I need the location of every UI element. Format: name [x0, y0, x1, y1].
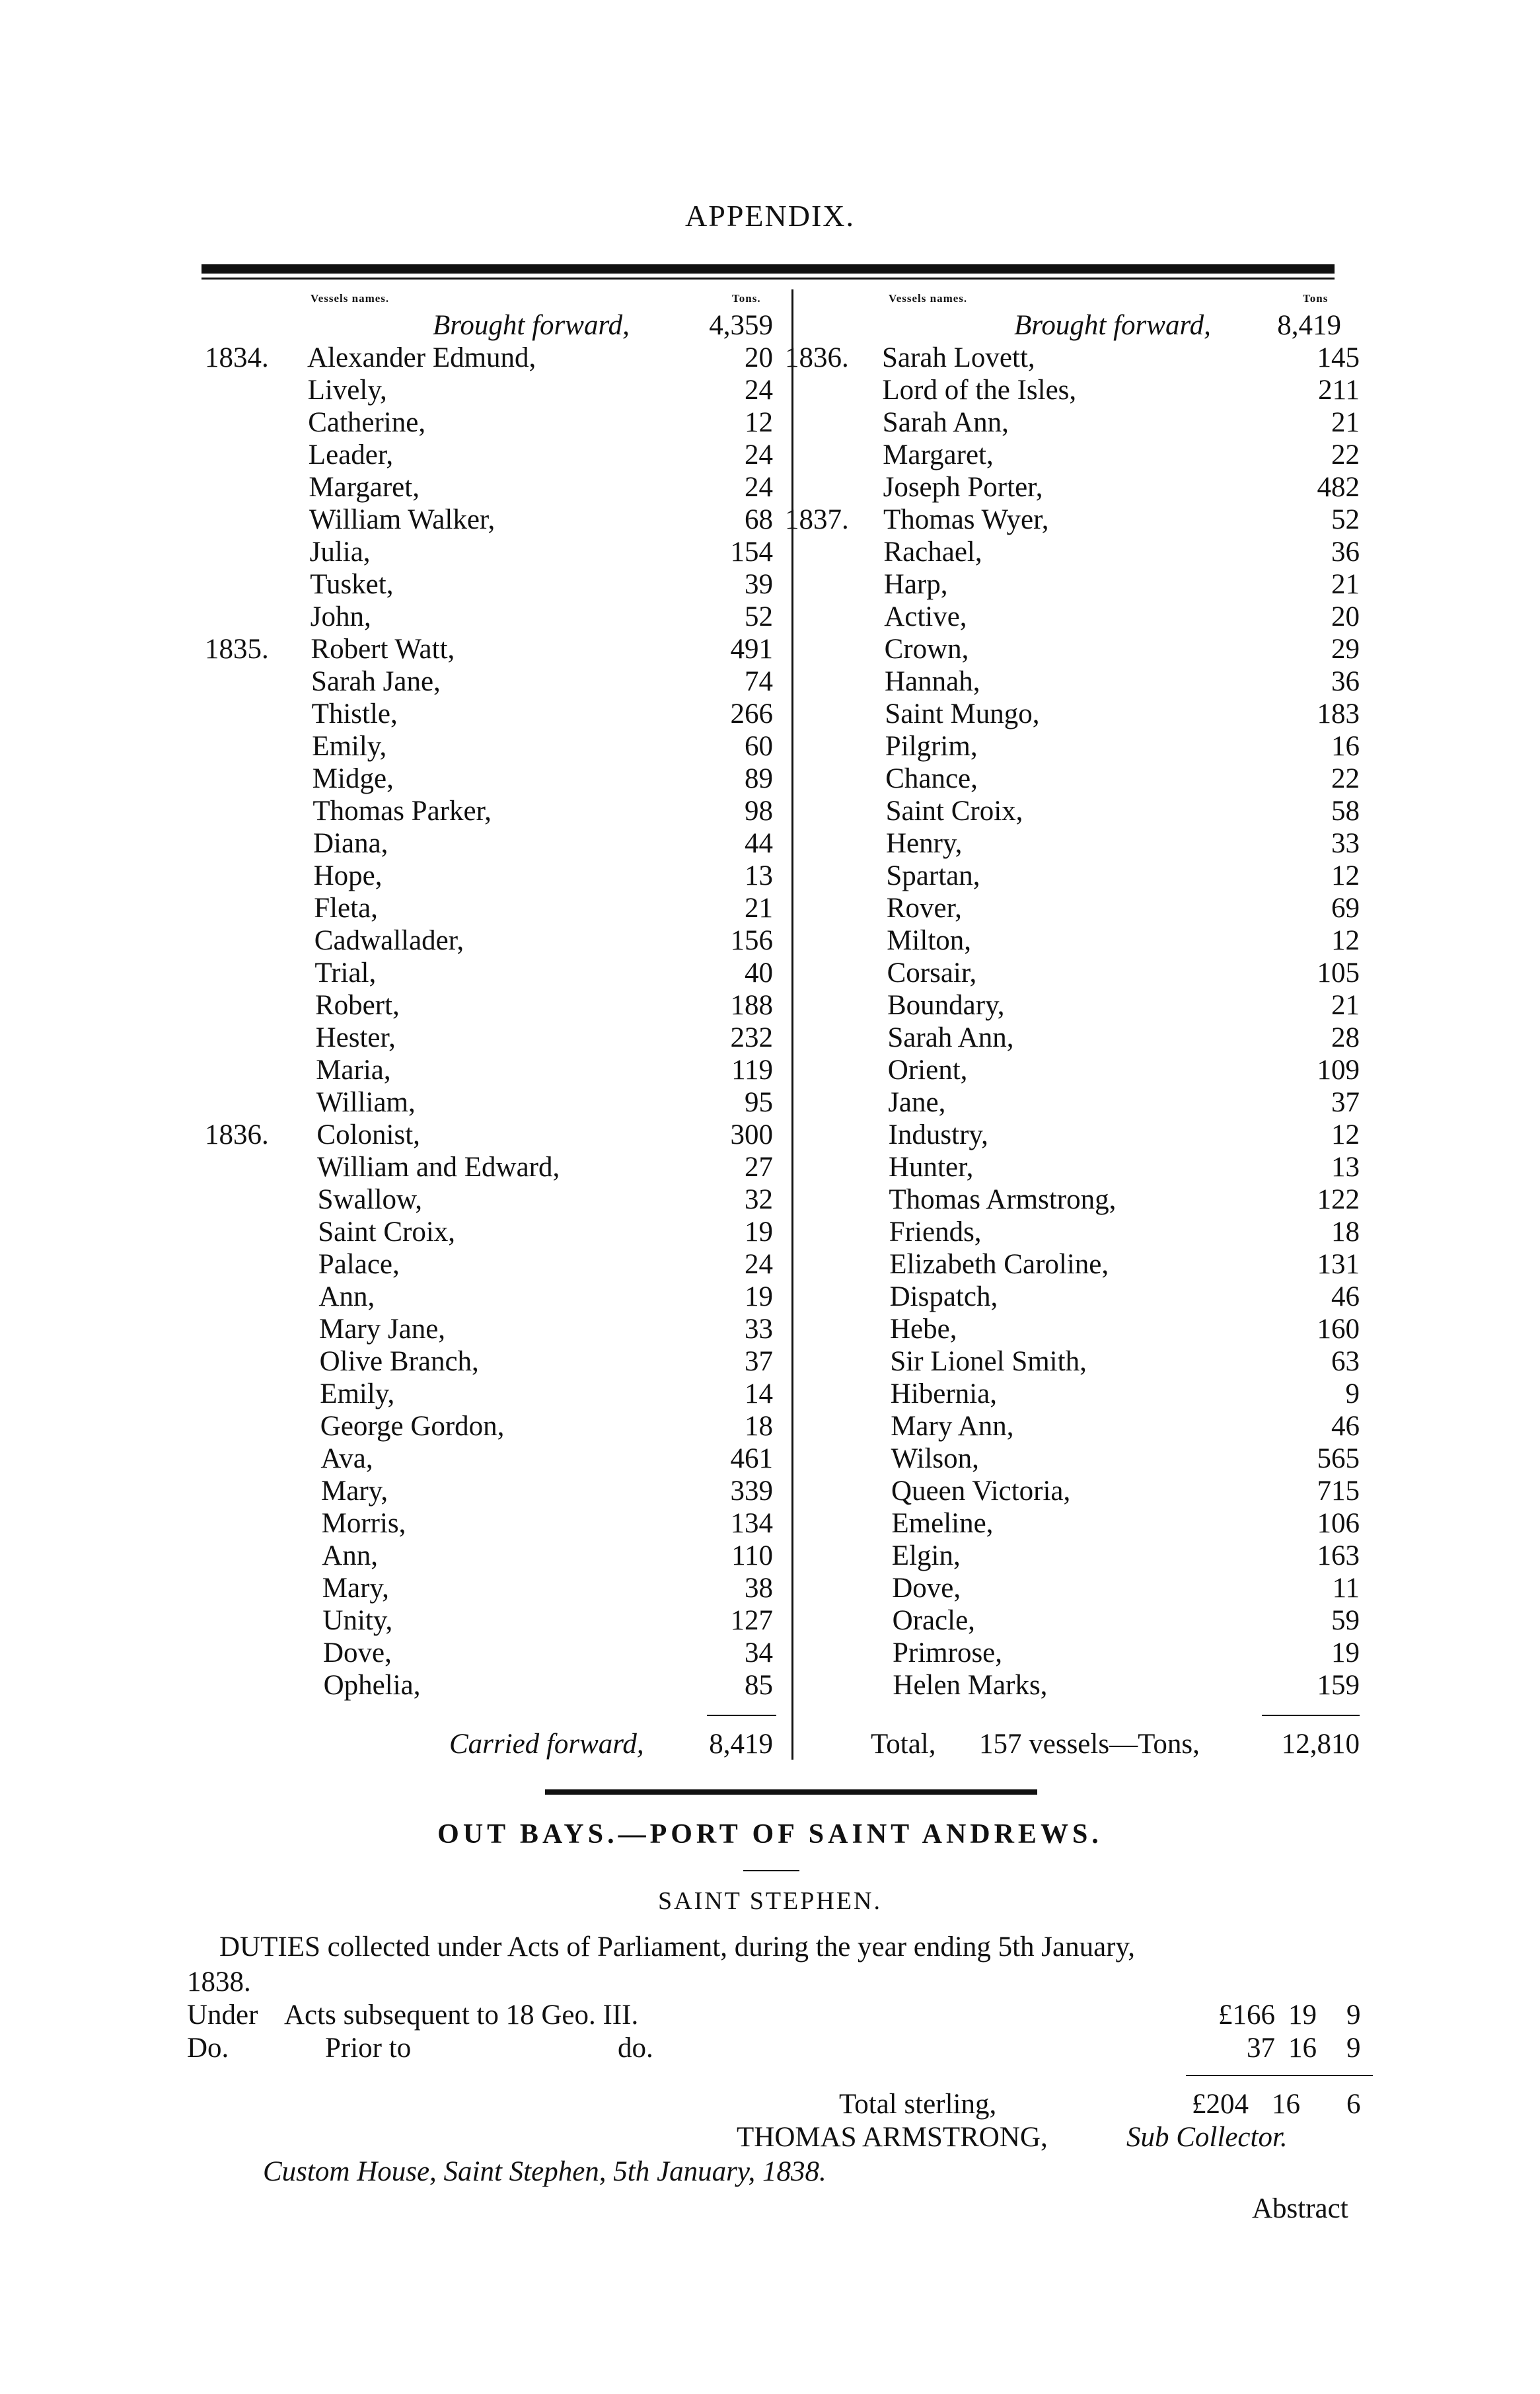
- vessel-name: Saint Mungo,: [885, 698, 1040, 729]
- vessel-tons: 63: [1331, 1346, 1360, 1377]
- sterling-sum-rule: [1186, 2075, 1373, 2076]
- vessel-tons: 12: [1331, 925, 1360, 956]
- vessel-name: Pilgrim,: [885, 731, 978, 762]
- vessel-name: Dispatch,: [889, 1281, 998, 1312]
- do-prefix: Do.: [187, 2033, 229, 2064]
- vessel-tons: 266: [730, 698, 773, 729]
- vessel-name: Thomas Parker,: [312, 796, 492, 827]
- vessel-name: William Walker,: [309, 504, 495, 535]
- vessel-name: Hope,: [313, 860, 383, 891]
- vessel-tons: 19: [745, 1281, 773, 1312]
- vessel-name: Emily,: [312, 731, 387, 762]
- vessel-name: Hester,: [315, 1022, 396, 1053]
- vessel-tons: 20: [1331, 601, 1360, 632]
- vessel-tons: 34: [745, 1637, 773, 1668]
- vessel-tons: 134: [730, 1508, 773, 1539]
- vessel-tons: 24: [745, 1249, 773, 1280]
- vessel-tons: 74: [745, 666, 773, 697]
- vessel-name: William and Edward,: [317, 1152, 560, 1183]
- vessel-name: Harp,: [883, 569, 948, 600]
- vessel-tons: 22: [1331, 763, 1360, 794]
- vessel-tons: 46: [1331, 1411, 1360, 1442]
- vessel-tons: 11: [1332, 1573, 1360, 1604]
- left-sum-rule: [707, 1715, 776, 1716]
- vessel-tons: 12: [745, 407, 773, 438]
- vessel-tons: 44: [745, 828, 773, 859]
- vessel-name: Thomas Wyer,: [883, 504, 1049, 535]
- vessel-tons: 145: [1317, 342, 1360, 373]
- right-total-value: 12,810: [1281, 1729, 1360, 1760]
- right-brought-forward-label: Brought forward,: [1014, 310, 1211, 341]
- vessel-tons: 52: [745, 601, 773, 632]
- vessel-tons: 119: [731, 1055, 773, 1086]
- row-year: 1836.: [205, 1119, 269, 1150]
- vessel-name: Saint Croix,: [318, 1216, 456, 1248]
- vessel-tons: 39: [745, 569, 773, 600]
- vessel-name: Catherine,: [308, 407, 426, 438]
- vessel-tons: 89: [745, 763, 773, 794]
- right-brought-forward-value: 8,419: [1277, 310, 1341, 341]
- vessel-name: Midge,: [312, 763, 394, 794]
- vessel-name: Trial,: [314, 957, 377, 989]
- title-short-rule: [743, 1870, 799, 1871]
- vessel-name: Alexander Edmund,: [307, 342, 536, 373]
- vessel-tons: 154: [730, 537, 773, 568]
- vessel-tons: 19: [1331, 1637, 1360, 1668]
- vessel-tons: 188: [730, 990, 773, 1021]
- vessel-name: Joseph Porter,: [883, 472, 1043, 503]
- vessel-name: Queen Victoria,: [891, 1476, 1071, 1507]
- vessel-tons: 211: [1318, 375, 1360, 406]
- vessel-name: Industry,: [888, 1119, 988, 1150]
- vessel-name: Mary,: [322, 1573, 389, 1604]
- vessel-name: Hunter,: [889, 1152, 974, 1183]
- vessel-name: John,: [310, 601, 371, 632]
- total-sterling-pence: 6: [1346, 2089, 1361, 2120]
- vessel-name: Sarah Lovett,: [882, 342, 1035, 373]
- vessel-name: Emeline,: [891, 1508, 994, 1539]
- vessel-name: Rachael,: [883, 537, 982, 568]
- duties-intro-line2: 1838.: [187, 1966, 251, 1998]
- vessel-tons: 85: [745, 1670, 773, 1701]
- vessel-tons: 24: [745, 472, 773, 503]
- vessel-name: Boundary,: [887, 990, 1005, 1021]
- under-shillings: 19: [1288, 2000, 1317, 2031]
- vessel-tons: 46: [1331, 1281, 1360, 1312]
- vessel-name: Friends,: [889, 1216, 982, 1248]
- vessel-tons: 110: [731, 1540, 773, 1571]
- vessel-name: Ava,: [320, 1443, 373, 1474]
- vessel-name: Mary,: [321, 1476, 388, 1507]
- vessel-name: Robert Watt,: [311, 634, 455, 665]
- vessel-name: Wilson,: [891, 1443, 979, 1474]
- vessel-name: Maria,: [316, 1055, 391, 1086]
- row-year: 1834.: [205, 342, 269, 373]
- prior-pence: 9: [1346, 2033, 1361, 2064]
- out-bays-title: OUT BAYS.—PORT OF SAINT ANDREWS.: [437, 1819, 1103, 1850]
- vessel-tons: 37: [745, 1346, 773, 1377]
- vessel-name: Hebe,: [890, 1314, 957, 1345]
- vessel-tons: 14: [745, 1378, 773, 1409]
- vessel-name: Morris,: [321, 1508, 406, 1539]
- vessel-tons: 160: [1317, 1314, 1360, 1345]
- vessel-tons: 16: [1331, 731, 1360, 762]
- vessel-name: Thistle,: [311, 698, 398, 729]
- prior-shillings: 16: [1288, 2033, 1317, 2064]
- vessel-name: Sarah Ann,: [882, 407, 1009, 438]
- vessel-tons: 32: [745, 1184, 773, 1215]
- vessel-tons: 106: [1317, 1508, 1360, 1539]
- vessel-name: Cadwallader,: [314, 925, 464, 956]
- vessel-tons: 21: [745, 893, 773, 924]
- vessel-name: Ann,: [318, 1281, 375, 1312]
- vessel-name: Orient,: [887, 1055, 968, 1086]
- location-date: Custom House, Saint Stephen, 5th January, 1838.: [263, 2156, 826, 2187]
- vessel-tons: 105: [1317, 957, 1360, 989]
- vessel-name: Spartan,: [886, 860, 980, 891]
- vessel-tons: 59: [1331, 1605, 1360, 1636]
- vessel-tons: 156: [730, 925, 773, 956]
- vessel-tons: 482: [1317, 472, 1360, 503]
- vessel-tons: 109: [1317, 1055, 1360, 1086]
- vessel-tons: 95: [745, 1087, 773, 1118]
- left-carried-forward-value: 8,419: [709, 1729, 773, 1760]
- vessel-tons: 33: [745, 1314, 773, 1345]
- vessel-name: Colonist,: [316, 1119, 420, 1150]
- vessel-name: Henry,: [886, 828, 963, 859]
- total-sterling-label: Total sterling,: [839, 2089, 997, 2120]
- vessel-name: Palace,: [318, 1249, 400, 1280]
- vessel-tons: 715: [1317, 1476, 1360, 1507]
- vessel-tons: 38: [745, 1573, 773, 1604]
- vessel-tons: 27: [745, 1152, 773, 1183]
- right-total-label: Total,: [871, 1729, 936, 1760]
- vessel-tons: 29: [1331, 634, 1360, 665]
- vessel-tons: 24: [745, 375, 773, 406]
- section-rule: [545, 1789, 1037, 1795]
- vessel-tons: 68: [745, 504, 773, 535]
- vessel-name: Emily,: [320, 1378, 395, 1409]
- vessel-name: Hibernia,: [890, 1378, 997, 1409]
- collector-title: Sub Collector.: [1126, 2122, 1288, 2153]
- vessel-tons: 21: [1331, 569, 1360, 600]
- left-col-header-name: Vessels names.: [311, 292, 390, 305]
- vessel-tons: 98: [745, 796, 773, 827]
- vessel-tons: 24: [745, 439, 773, 470]
- vessel-name: Sarah Jane,: [311, 666, 441, 697]
- vessel-name: Jane,: [888, 1087, 946, 1118]
- vessel-tons: 13: [1331, 1152, 1360, 1183]
- vessel-tons: 13: [745, 860, 773, 891]
- vessel-name: Active,: [884, 601, 967, 632]
- vessel-tons: 127: [730, 1605, 773, 1636]
- vessel-name: Corsair,: [887, 957, 977, 989]
- vessel-tons: 565: [1317, 1443, 1360, 1474]
- header-rule-thin: [202, 278, 1335, 280]
- vessel-name: Helen Marks,: [893, 1670, 1048, 1701]
- vessel-name: George Gordon,: [320, 1411, 505, 1442]
- vessel-name: Robert,: [315, 990, 400, 1021]
- vessel-name: Elgin,: [891, 1540, 961, 1571]
- total-sterling-shillings: 16: [1272, 2089, 1300, 2120]
- vessel-name: Lively,: [307, 375, 387, 406]
- duties-intro-line1: DUTIES collected under Acts of Parliament, during the year ending 5th January,: [219, 1931, 1135, 1963]
- vessel-tons: 28: [1331, 1022, 1360, 1053]
- vessel-tons: 163: [1317, 1540, 1360, 1571]
- vessel-name: Primrose,: [893, 1637, 1003, 1668]
- vessel-name: Oracle,: [892, 1605, 975, 1636]
- catchword: Abstract: [1252, 2193, 1348, 2224]
- vessel-name: Rover,: [886, 893, 962, 924]
- vessel-tons: 37: [1331, 1087, 1360, 1118]
- vessel-tons: 58: [1331, 796, 1360, 827]
- vessel-name: Sarah Ann,: [887, 1022, 1014, 1053]
- vessel-tons: 36: [1331, 666, 1360, 697]
- vessel-name: Mary Jane,: [319, 1314, 446, 1345]
- vessel-name: Unity,: [322, 1605, 393, 1636]
- vessel-tons: 159: [1317, 1670, 1360, 1701]
- under-pence: 9: [1346, 2000, 1361, 2031]
- vessel-name: Crown,: [884, 634, 969, 665]
- vessel-tons: 21: [1331, 990, 1360, 1021]
- vessel-name: Mary Ann,: [891, 1411, 1014, 1442]
- vessel-tons: 36: [1331, 537, 1360, 568]
- vessel-tons: 52: [1331, 504, 1360, 535]
- vessel-name: Margaret,: [309, 472, 420, 503]
- vessel-name: Lord of the Isles,: [882, 375, 1077, 406]
- vessel-tons: 18: [1331, 1216, 1360, 1248]
- vessel-name: Dove,: [323, 1637, 392, 1668]
- under-pounds: £166: [1218, 2000, 1275, 2031]
- vessel-name: Tusket,: [310, 569, 394, 600]
- vessel-tons: 183: [1317, 698, 1360, 729]
- prior-pounds: 37: [1247, 2033, 1275, 2064]
- vessel-tons: 300: [730, 1119, 773, 1150]
- vessel-tons: 491: [730, 634, 773, 665]
- left-carried-forward-label: Carried forward,: [449, 1729, 644, 1760]
- row-year: 1836.: [785, 342, 849, 373]
- vessel-tons: 69: [1331, 893, 1360, 924]
- vessel-tons: 9: [1345, 1378, 1360, 1409]
- collector-name: THOMAS ARMSTRONG,: [737, 2122, 1048, 2153]
- vessel-tons: 232: [730, 1022, 773, 1053]
- header-rule-thick: [202, 264, 1335, 274]
- vessel-tons: 12: [1331, 860, 1360, 891]
- saint-stephen-subtitle: SAINT STEPHEN.: [658, 1887, 882, 1915]
- vessel-tons: 21: [1331, 407, 1360, 438]
- right-sum-rule: [1262, 1715, 1360, 1716]
- vessel-name: Olive Branch,: [319, 1346, 479, 1377]
- vessel-tons: 40: [745, 957, 773, 989]
- vessel-tons: 22: [1331, 439, 1360, 470]
- vessel-name: Milton,: [887, 925, 972, 956]
- page-header: APPENDIX.: [685, 199, 855, 233]
- total-sterling-pounds: £204: [1192, 2089, 1249, 2120]
- prior-label-do: do.: [618, 2033, 653, 2064]
- left-brought-forward-label: Brought forward,: [433, 310, 630, 341]
- vessel-name: Ophelia,: [323, 1670, 421, 1701]
- vessel-tons: 19: [745, 1216, 773, 1248]
- vessel-tons: 339: [730, 1476, 773, 1507]
- vessel-name: Margaret,: [883, 439, 994, 470]
- vessel-tons: 33: [1331, 828, 1360, 859]
- vessel-name: William,: [316, 1087, 416, 1118]
- under-prefix: Under: [187, 2000, 258, 2031]
- vessel-tons: 18: [745, 1411, 773, 1442]
- under-label: Acts subsequent to 18 Geo. III.: [284, 2000, 639, 2031]
- left-brought-forward-value: 4,359: [709, 310, 773, 341]
- right-total-vessels: 157 vessels—Tons,: [979, 1729, 1200, 1760]
- vessel-name: Ann,: [322, 1540, 378, 1571]
- right-col-header-tons: Tons: [1303, 292, 1329, 305]
- vessel-name: Fleta,: [314, 893, 378, 924]
- vessel-name: Sir Lionel Smith,: [890, 1346, 1087, 1377]
- vessel-name: Saint Croix,: [885, 796, 1023, 827]
- right-col-header-name: Vessels names.: [889, 292, 968, 305]
- prior-label: Prior to: [325, 2033, 412, 2064]
- vessel-tons: 12: [1331, 1119, 1360, 1150]
- vessel-name: Hannah,: [885, 666, 980, 697]
- vessel-tons: 122: [1317, 1184, 1360, 1215]
- vessel-tons: 20: [745, 342, 773, 373]
- vessel-name: Chance,: [885, 763, 978, 794]
- vessel-name: Julia,: [309, 537, 371, 568]
- vessel-tons: 461: [730, 1443, 773, 1474]
- vessel-tons: 131: [1317, 1249, 1360, 1280]
- vessel-name: Swallow,: [317, 1184, 423, 1215]
- vessel-tons: 60: [745, 731, 773, 762]
- vessel-name: Diana,: [313, 828, 388, 859]
- left-col-header-tons: Tons.: [732, 292, 761, 305]
- row-year: 1837.: [785, 504, 849, 535]
- vessel-name: Leader,: [308, 439, 394, 470]
- vessel-name: Dove,: [892, 1573, 961, 1604]
- row-year: 1835.: [205, 634, 269, 665]
- vessel-name: Elizabeth Caroline,: [889, 1249, 1109, 1280]
- vessel-name: Thomas Armstrong,: [889, 1184, 1117, 1215]
